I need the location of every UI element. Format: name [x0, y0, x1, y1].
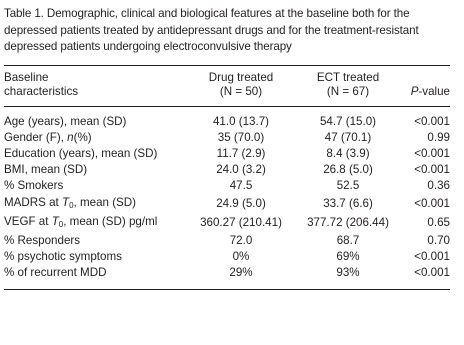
row-label — [4, 214, 186, 233]
header-drug-treated — [186, 65, 296, 106]
table-row — [4, 130, 450, 146]
header-p-value — [400, 65, 450, 106]
table-row — [4, 265, 450, 289]
table-row — [4, 146, 450, 162]
cell-drug: 11.7 (2.9) — [216, 146, 266, 160]
cell-ect: 377.72 (206.44) — [307, 216, 389, 230]
row-label-text: , mean (SD) — [73, 195, 137, 209]
row-label-text: Gender (F), — [4, 130, 68, 144]
row-label-text: 0 — [69, 200, 74, 210]
header-text: (N = 50) — [219, 85, 263, 98]
cell-ect: 93% — [336, 266, 360, 280]
cell-ect: 33.7 (6.6) — [323, 197, 373, 211]
caption-line: depressed patients treated by antidepressant drugs and for the treatment-resistant — [4, 23, 419, 37]
cell-p-value: 0.65 — [427, 216, 450, 230]
row-label-text: n — [67, 130, 74, 144]
cell-drug: 24.0 (3.2) — [216, 163, 266, 177]
row-label: % Responders — [4, 233, 81, 247]
cell-p-value: <0.001 — [414, 114, 450, 128]
header-text: Baseline — [4, 70, 49, 84]
cell-drug: 0% — [232, 250, 250, 264]
cell-drug: 29% — [229, 266, 253, 280]
cell-drug: 360.27 (210.41) — [200, 216, 282, 230]
demographics-table — [4, 65, 450, 290]
table-row — [4, 178, 450, 194]
header-text: P — [410, 85, 419, 98]
cell-p-value: <0.001 — [414, 197, 450, 211]
row-label: % psychotic symptoms — [4, 250, 122, 264]
row-label-text: T — [51, 214, 59, 228]
row-label: % of recurrent MDD — [4, 266, 107, 280]
table-caption — [4, 6, 454, 56]
row-label-text: T — [61, 195, 70, 209]
cell-drug: 72.0 — [229, 233, 253, 247]
row-label — [4, 130, 186, 146]
table-row — [4, 214, 450, 233]
cell-p-value: <0.001 — [414, 250, 450, 264]
header-text: characteristics — [4, 85, 79, 98]
cell-p-value: <0.001 — [414, 163, 450, 177]
caption-line: depressed patients undergoing electroconvulsive therapy — [4, 40, 292, 53]
cell-drug: 24.9 (5.0) — [216, 197, 266, 211]
row-label-text: 0 — [58, 219, 64, 229]
cell-ect: 52.5 — [336, 179, 360, 193]
row-label-text: (%) — [73, 130, 92, 144]
cell-p-value: 0.36 — [427, 179, 450, 193]
cell-p-value: <0.001 — [414, 266, 450, 280]
cell-p-value: 0.99 — [427, 130, 450, 144]
table-row — [4, 195, 450, 214]
header-text: Drug treated — [208, 70, 274, 84]
cell-drug: 41.0 (13.7) — [212, 114, 270, 128]
row-label: BMI, mean (SD) — [4, 163, 88, 177]
cell-ect: 8.4 (3.9) — [326, 146, 370, 160]
cell-p-value: 0.70 — [427, 233, 450, 247]
cell-ect: 47 (70.1) — [324, 130, 372, 144]
row-label — [4, 195, 186, 214]
row-label: Education (years), mean (SD) — [4, 146, 158, 160]
cell-ect: 69% — [336, 250, 360, 264]
header-baseline-characteristics — [4, 65, 186, 106]
cell-ect: 26.8 (5.0) — [323, 163, 373, 177]
caption-line: Table 1. Demographic, clinical and biological features at the baseline both for the — [4, 7, 410, 20]
header-text: -value — [418, 85, 450, 98]
table-header-row — [4, 65, 450, 106]
cell-drug: 47.5 — [229, 179, 253, 193]
table-row — [4, 106, 450, 130]
table-row — [4, 249, 450, 265]
header-text: ECT treated — [316, 70, 380, 84]
cell-drug: 35 (70.0) — [217, 130, 265, 144]
table-row — [4, 162, 450, 178]
row-label: Age (years), mean (SD) — [4, 114, 127, 128]
row-label: % Smokers — [4, 179, 64, 193]
cell-ect: 54.7 (15.0) — [319, 114, 377, 128]
cell-ect: 68.7 — [336, 233, 360, 247]
cell-p-value: <0.001 — [414, 146, 450, 160]
header-text: (N = 67) — [326, 85, 370, 98]
row-label-text: , mean (SD) pg/ml — [63, 214, 158, 228]
header-ect-treated — [296, 65, 400, 106]
row-label-text: VEGF at — [4, 214, 52, 228]
row-label-text: MADRS at — [4, 195, 62, 209]
table-row — [4, 233, 450, 249]
